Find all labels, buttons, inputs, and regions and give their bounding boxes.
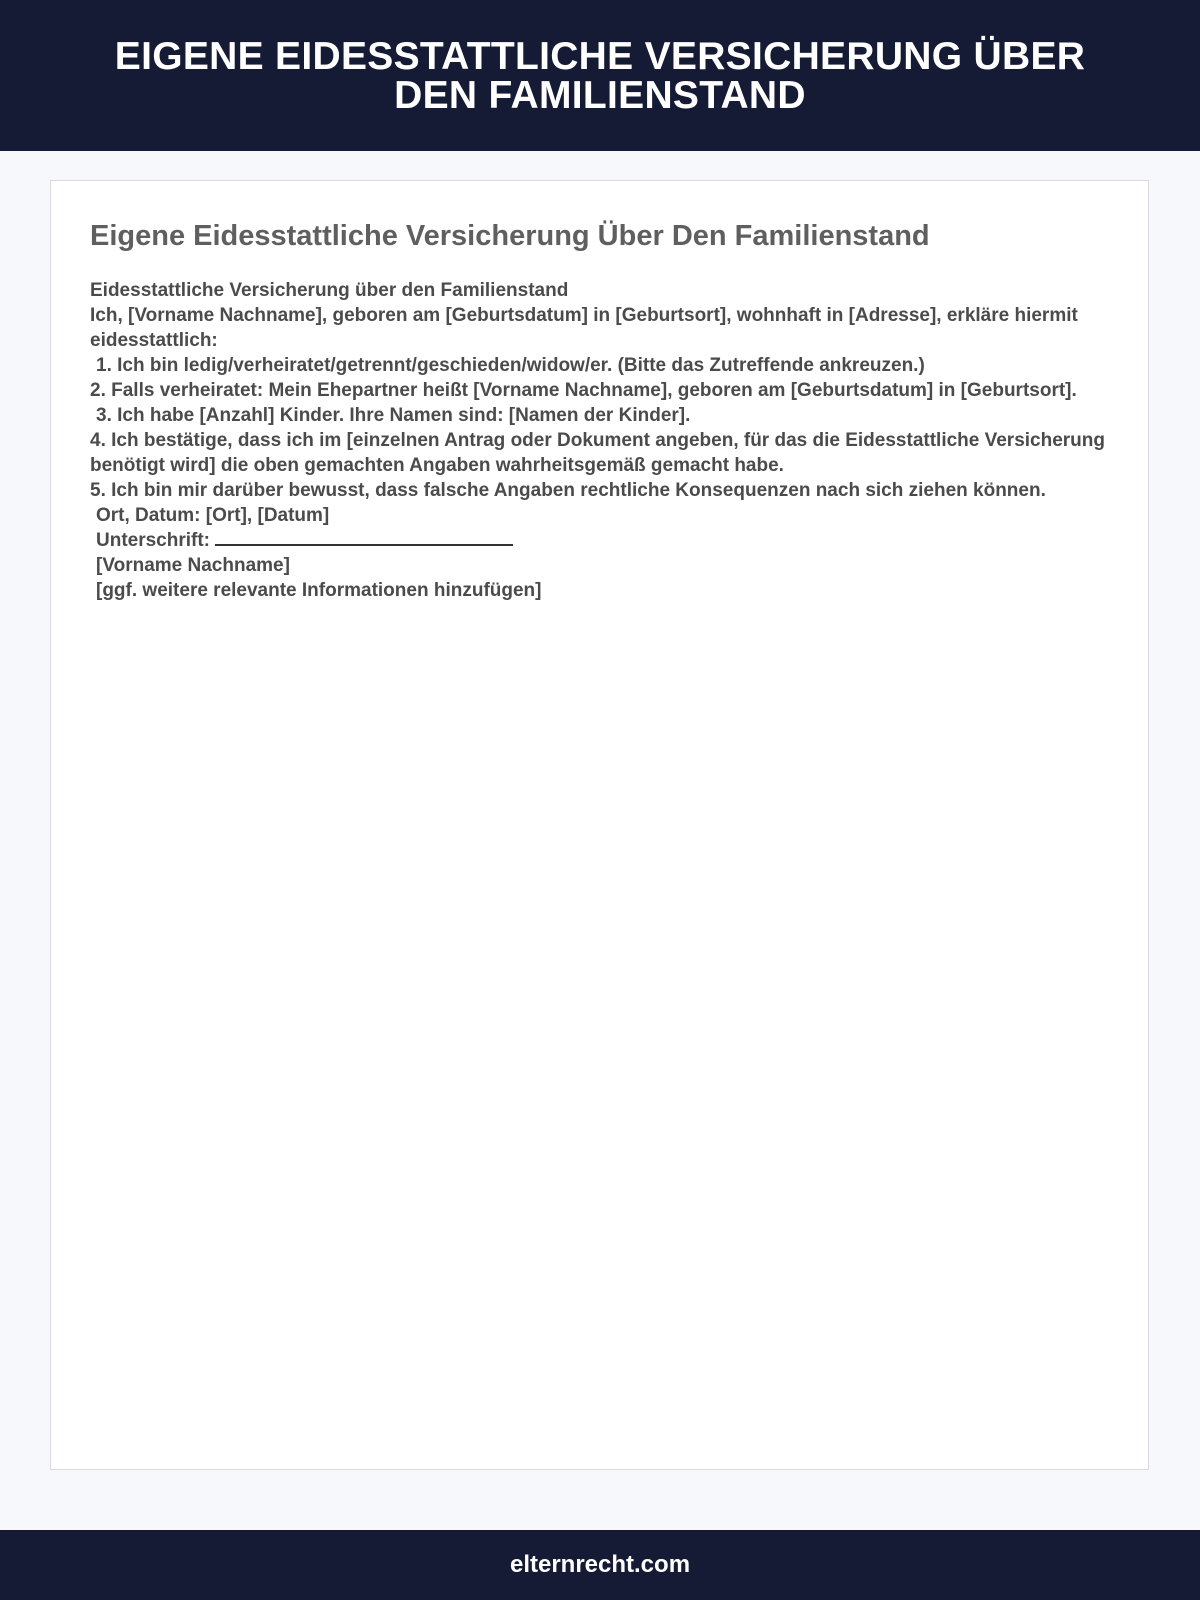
intro-paragraph: Ich, [Vorname Nachname], geboren am [Geburtsdatum] in [Geburtsort], wohnhaft in [Adresse], erkläre hiermit eidesstattlich: — [90, 305, 1078, 351]
list-item: 4. Ich bestätige, dass ich im [einzelnen Antrag oder Dokument angeben, für das die Eidesstattliche Versicherung benötigt wird] die oben gemachten Angaben wahrheitsgemäß gemacht habe. — [90, 430, 1105, 476]
document-heading: Eidesstattliche Versicherung über den Familienstand — [90, 280, 569, 301]
footer-site: elternrecht.com — [509, 1551, 691, 1578]
document-body — [90, 278, 1109, 603]
list-item: 1. Ich bin ledig/verheiratet/getrennt/geschieden/widow/er. (Bitte das Zutreffende ankreuzen.) — [96, 355, 925, 376]
page-title: EIGENE EIDESSTATTLICHE VERSICHERUNG ÜBER DEN FAMILIENSTAND — [114, 34, 1086, 117]
signature-blank — [215, 530, 513, 546]
name-line: [Vorname Nachname] — [96, 555, 290, 576]
header-banner — [0, 0, 1200, 151]
signature-line — [90, 528, 1109, 553]
list-item: 3. Ich habe [Anzahl] Kinder. Ihre Namen sind: [Namen der Kinder]. — [96, 405, 691, 426]
list-item: 2. Falls verheiratet: Mein Ehepartner heißt [Vorname Nachname], geboren am [Geburtsdatum] in [Geburtsort]. — [90, 380, 1077, 401]
additional-info-line: [ggf. weitere relevante Informationen hinzufügen] — [96, 580, 542, 601]
document-card — [50, 180, 1149, 1470]
place-date-line: Ort, Datum: [Ort], [Datum] — [96, 505, 330, 526]
list-item: 5. Ich bin mir darüber bewusst, dass falsche Angaben rechtliche Konsequenzen nach sich ziehen können. — [90, 480, 1046, 501]
signature-label: Unterschrift: — [96, 530, 211, 551]
document-title: Eigene Eidesstattliche Versicherung Über Den Familienstand — [90, 220, 930, 252]
footer-banner — [0, 1530, 1200, 1600]
